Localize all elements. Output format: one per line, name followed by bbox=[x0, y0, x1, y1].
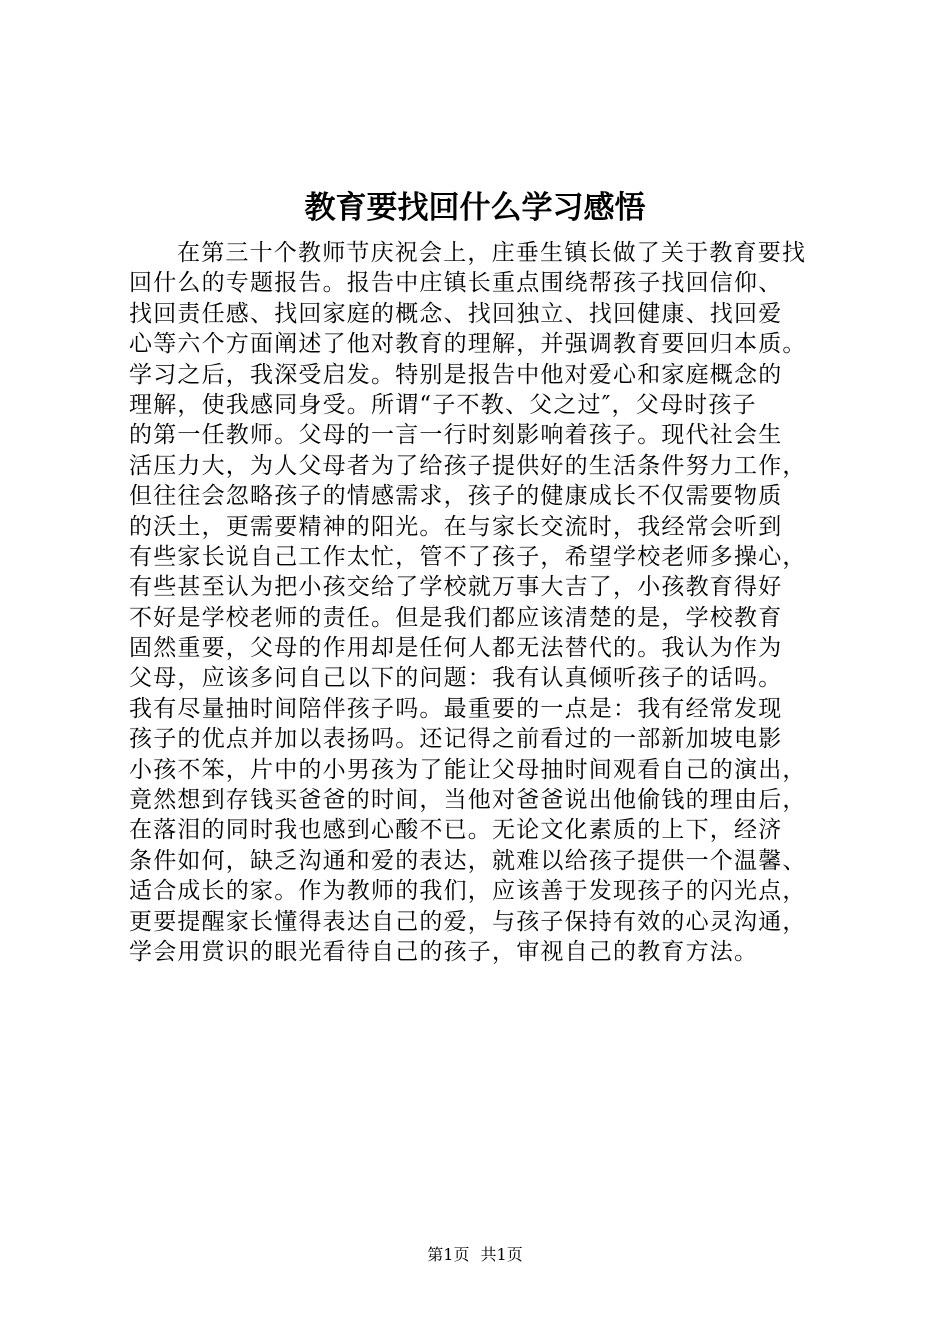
paragraph-line: 学习之后，我深受启发。特别是报告中他对爱心和家庭概念的 bbox=[129, 361, 783, 388]
document-title: 教育要找回什么学习感悟 bbox=[304, 190, 646, 226]
paragraph-line: 在第三十个教师节庆祝会上，庄垂生镇长做了关于教育要找 bbox=[177, 240, 807, 266]
paragraph-line: 有些家长说自己工作太忙，管不了孩子，希望学校老师多操心， bbox=[129, 543, 807, 570]
paragraph-line: 条件如何，缺乏沟通和爱的表达，就难以给孩子提供一个温馨、 bbox=[129, 847, 807, 874]
paragraph-line: 竟然想到存钱买爸爸的时间，当他对爸爸说出他偷钱的理由后， bbox=[129, 787, 807, 814]
paragraph-line: 心等六个方面阐述了他对教育的理解，并强调教育要回归本质。 bbox=[129, 331, 807, 358]
paragraph-line: 在落泪的同时我也感到心酸不已。无论文化素质的上下，经济 bbox=[129, 817, 783, 844]
paragraph-line: 学会用赏识的眼光看待自己的孩子，审视自己的教育方法。 bbox=[129, 938, 759, 965]
paragraph-line: 父母，应该多问自己以下的问题：我有认真倾听孩子的话吗。 bbox=[129, 665, 783, 692]
page-number-total: 共1页 bbox=[480, 1245, 523, 1264]
paragraph-line: 理解，使我感同身受。所谓“子不教、父之过″，父母时孩子 bbox=[129, 391, 757, 418]
paragraph-line: 我有尽量抽时间陪伴孩子吗。最重要的一点是：我有经常发现 bbox=[129, 695, 783, 722]
paragraph-line: 活压力大，为人父母者为了给孩子提供好的生活条件努力工作， bbox=[129, 452, 807, 479]
page-number-current: 第1页 bbox=[427, 1245, 470, 1264]
document-body bbox=[129, 238, 849, 967]
paragraph-line: 小孩不笨，片中的小男孩为了能让父母抽时间观看自己的演出， bbox=[129, 756, 807, 783]
paragraph-line: 的沃土，更需要精神的阳光。在与家长交流时，我经常会听到 bbox=[129, 513, 783, 540]
paragraph-line: 找回责任感、找回家庭的概念、找回独立、找回健康、找回爱 bbox=[129, 300, 783, 327]
paragraph-line: 有些甚至认为把小孩交给了学校就万事大吉了，小孩教育得好 bbox=[129, 574, 783, 601]
paragraph-line: 的第一任教师。父母的一言一行时刻影响着孩子。现代社会生 bbox=[129, 422, 783, 449]
paragraph-line: 更要提醒家长懂得表达自己的爱，与孩子保持有效的心灵沟通， bbox=[129, 908, 807, 935]
paragraph-line: 不好是学校老师的责任。但是我们都应该清楚的是，学校教育 bbox=[129, 604, 783, 631]
paragraph-line: 但往往会忽略孩子的情感需求，孩子的健康成长不仅需要物质 bbox=[129, 483, 783, 510]
paragraph-line: 适合成长的家。作为教师的我们，应该善于发现孩子的闪光点， bbox=[129, 878, 807, 905]
paragraph-line: 固然重要，父母的作用却是任何人都无法替代的。我认为作为 bbox=[129, 635, 783, 662]
page-footer bbox=[0, 1245, 950, 1265]
paragraph-line: 孩子的优点并加以表扬吗。还记得之前看过的一部新加坡电影 bbox=[129, 726, 783, 753]
paragraph-line: 回什么的专题报告。报告中庄镇长重点围绕帮孩子找回信仰、 bbox=[129, 270, 783, 297]
